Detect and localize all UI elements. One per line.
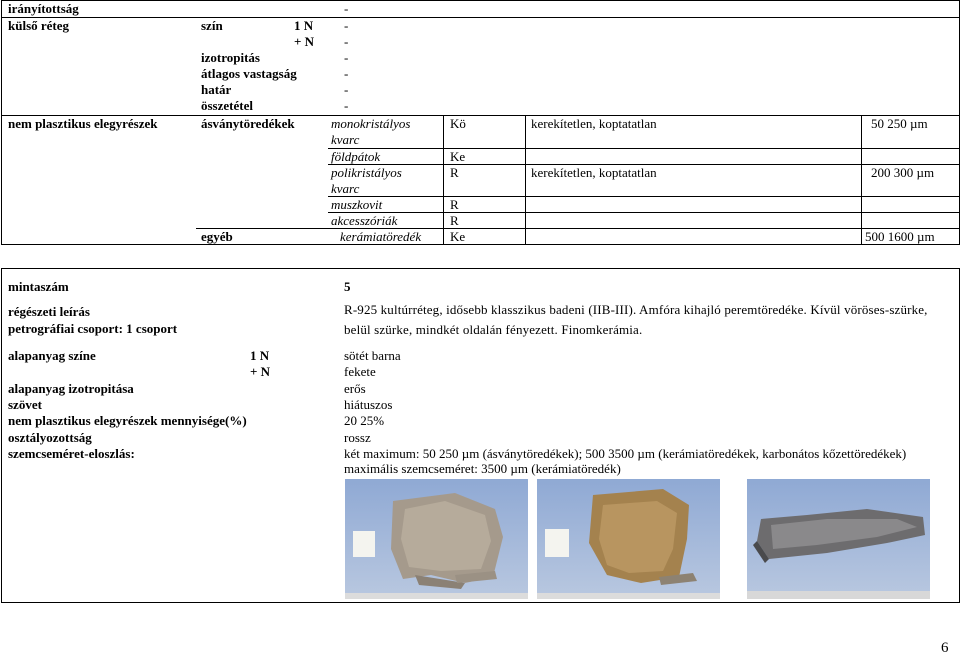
szine-pn-label: + N <box>250 364 271 379</box>
szine-1n-value: sötét barna <box>344 348 401 363</box>
sherd-photo-2 <box>537 479 720 599</box>
egyeb-label: egyéb <box>201 229 233 244</box>
szine-pn-value: fekete <box>344 364 376 379</box>
szovet-label: szövet <box>8 397 42 412</box>
t1-bottom-border <box>1 244 960 245</box>
t1-row-line <box>328 196 960 197</box>
izotropitasa-label: alapanyag izotropitása <box>8 381 134 396</box>
mineral-frequency: Kö <box>450 116 466 131</box>
t2-bottom-border <box>1 602 960 603</box>
iranyitottsag-value: - <box>344 1 349 16</box>
szin-1n-label: 1 N <box>294 18 314 33</box>
iranyitottsag-label: irányítottság <box>8 1 79 16</box>
izotropitasa-value: erős <box>344 381 366 396</box>
mineral-frequency: Ke <box>450 149 466 164</box>
osztalyozottsag-label: osztályozottság <box>8 430 92 445</box>
t1-col-line <box>525 115 526 245</box>
t1-left-border <box>1 0 2 245</box>
mineral-size: 50 250 µm <box>871 116 928 131</box>
vastagsag-value: - <box>344 66 349 81</box>
t1-col-line <box>443 115 444 245</box>
szin-label: szín <box>201 18 223 33</box>
nonplastic-label: nem plasztikus elegyrészek <box>8 116 158 131</box>
mineral-name: monokristályos <box>331 116 411 131</box>
sherd-photo-1 <box>345 479 528 599</box>
mineral-description: kerekítetlen, koptatatlan <box>531 165 657 180</box>
kulso-reteg-label: külső réteg <box>8 18 70 33</box>
mineral-name-cont: kvarc <box>331 181 360 196</box>
osztalyozottsag-value: rossz <box>344 430 371 445</box>
mineral-name: földpátok <box>331 149 381 164</box>
asvanytoredekek-label: ásványtöredékek <box>201 116 295 131</box>
mineral-frequency: Ke <box>450 229 466 244</box>
t1-row-line <box>1 17 960 18</box>
vastagsag-label: átlagos vastagság <box>201 66 297 81</box>
t1-row-line <box>328 148 960 149</box>
szine-label: alapanyag színe <box>8 348 96 363</box>
mineral-frequency: R <box>450 213 459 228</box>
izotropitas-label: izotropitás <box>201 50 260 65</box>
regeszeti-description: R-925 kultúrréteg, idősebb klasszikus badeni (IIB-III). Amfóra kihajló peremtöredéke. Kívül vöröses-szürke, <box>344 302 928 317</box>
mineral-size: 200 300 µm <box>871 165 935 180</box>
szin-pn-label: + N <box>294 34 315 49</box>
t1-row-line <box>196 228 960 229</box>
szovet-value: hiátuszos <box>344 397 393 412</box>
mineral-name: kerámiatöredék <box>340 229 422 244</box>
izotropitas-value: - <box>344 50 349 65</box>
t1-top-border <box>1 0 960 1</box>
mineral-name: akcesszóriák <box>331 213 398 228</box>
mineral-name-cont: kvarc <box>331 132 360 147</box>
regeszeti-label: régészeti leírás <box>8 304 90 319</box>
page-number: 6 <box>941 640 949 656</box>
szin-pn-value: - <box>344 34 349 49</box>
osszetetel-label: összetétel <box>201 98 253 113</box>
hatar-value: - <box>344 82 349 97</box>
szine-1n-label: 1 N <box>250 348 270 363</box>
mintaszam-label: mintaszám <box>8 279 69 294</box>
mineral-name: polikristályos <box>331 165 402 180</box>
mineral-size: 500 1600 µm <box>865 229 935 244</box>
szemcse-value: két maximum: 50 250 µm (ásványtöredékek); 500 3500 µm (kerámiatöredékek, karbonátos kőzettöredékek) <box>344 446 907 461</box>
mennyiseg-value: 20 25% <box>344 413 385 428</box>
mintaszam-value: 5 <box>344 279 351 294</box>
mineral-name: muszkovit <box>331 197 383 212</box>
szemcse-value-cont: maximális szemcseméret: 3500 µm (kerámiatöredék) <box>344 461 621 476</box>
t1-row-line <box>328 212 960 213</box>
t1-col-line <box>861 115 862 245</box>
szin-1n-value: - <box>344 18 349 33</box>
hatar-label: határ <box>201 82 232 97</box>
mineral-frequency: R <box>450 197 459 212</box>
mineral-description: kerekítetlen, koptatatlan <box>531 116 657 131</box>
regeszeti-description-cont: belül szürke, mindkét oldalán fényezett. Finomkerámia. <box>344 322 643 337</box>
t2-left-border <box>1 268 2 603</box>
mennyiseg-label: nem plasztikus elegyrészek mennyisége(%) <box>8 413 247 428</box>
sherd-photo-3 <box>747 479 930 599</box>
mineral-frequency: R <box>450 165 459 180</box>
osszetetel-value: - <box>344 98 349 113</box>
petrografiai-label: petrográfiai csoport: 1 csoport <box>8 321 178 336</box>
szemcse-label: szemcseméret-eloszlás: <box>8 446 135 461</box>
t2-top-border <box>1 268 960 269</box>
